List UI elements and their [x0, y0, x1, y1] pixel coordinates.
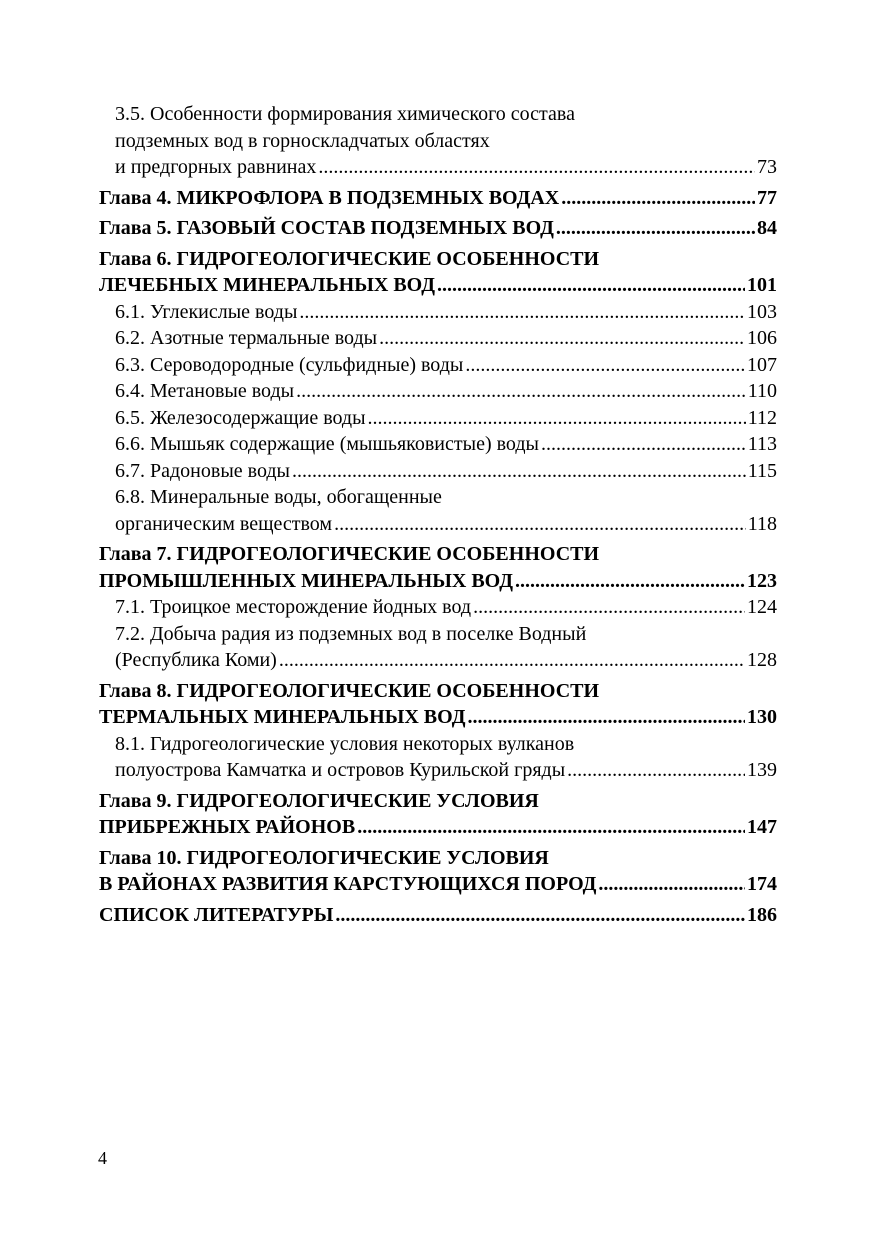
- toc-line: [99, 704, 777, 731]
- toc-subsection-entry: [99, 458, 777, 485]
- toc-chapter-entry: [99, 788, 777, 841]
- toc-page-number: 118: [747, 512, 777, 535]
- toc-entry-title: ЛЕЧЕБНЫХ МИНЕРАЛЬНЫХ ВОД: [99, 274, 435, 296]
- dot-leader: [334, 511, 746, 538]
- toc-entry-title: 6.6. Мышьяк содержащие (мышьяковистые) воды: [115, 433, 539, 455]
- toc-entry-title: Глава 9. ГИДРОГЕОЛОГИЧЕСКИЕ УСЛОВИЯ: [99, 789, 539, 812]
- toc-entry-title: 6.3. Сероводородные (сульфидные) воды: [115, 353, 464, 376]
- toc-entry-title: 7.2. Добыча радия из подземных вод в поселке Водный: [115, 622, 587, 645]
- dot-leader: [556, 215, 755, 242]
- dot-leader: [473, 594, 745, 621]
- toc-page-number: 103: [747, 300, 777, 323]
- toc-chapter-entry: [99, 678, 777, 731]
- toc-line: [115, 647, 777, 674]
- toc-line: [115, 101, 777, 128]
- toc-page-number: 147: [747, 816, 777, 838]
- toc-line: [115, 757, 777, 784]
- page-number: 4: [98, 1148, 107, 1168]
- toc-entry-title: ТЕРМАЛЬНЫХ МИНЕРАЛЬНЫХ ВОД: [99, 706, 466, 728]
- toc-page-number: 101: [747, 274, 777, 296]
- toc-entry-title: Глава 7. ГИДРОГЕОЛОГИЧЕСКИЕ ОСОБЕННОСТИ: [99, 543, 600, 565]
- toc-line: [115, 154, 777, 181]
- dot-leader: [279, 647, 745, 674]
- toc-line: [115, 352, 777, 379]
- toc-line: [99, 568, 777, 595]
- toc-page-number: 130: [747, 706, 777, 728]
- toc-line: [99, 814, 777, 841]
- dot-leader: [299, 299, 745, 326]
- toc-line: [115, 731, 777, 758]
- toc-subsection-entry: [99, 594, 777, 621]
- toc-line: [99, 246, 777, 273]
- dot-leader: [465, 352, 745, 379]
- toc-page-number: 107: [747, 353, 777, 376]
- dot-leader: [561, 185, 755, 212]
- toc-page-number: 106: [747, 327, 777, 349]
- toc-entry-title: 6.5. Железосодержащие воды: [115, 406, 366, 429]
- toc-subsection-entry: [99, 378, 777, 405]
- toc-line: [99, 185, 777, 212]
- dot-leader: [379, 325, 745, 352]
- toc-page-number: 186: [747, 903, 777, 926]
- toc-entry-title: Глава 4. МИКРОФЛОРА В ПОДЗЕМНЫХ ВОДАХ: [99, 186, 560, 209]
- toc-subsection-entry: [99, 101, 777, 181]
- toc-entry-title: 6.8. Минеральные воды, обогащенные: [115, 486, 442, 508]
- toc-entry-title: Глава 6. ГИДРОГЕОЛОГИЧЕСКИЕ ОСОБЕННОСТИ: [99, 247, 600, 270]
- toc-chapter-entry: [99, 541, 777, 594]
- dot-leader: [515, 568, 745, 595]
- toc-entry-title: Глава 10. ГИДРОГЕОЛОГИЧЕСКИЕ УСЛОВИЯ: [99, 846, 549, 869]
- toc-page-number: 124: [747, 596, 777, 618]
- toc-line: [99, 871, 777, 898]
- toc-page-number: 110: [747, 380, 777, 402]
- toc-entry-title: Глава 8. ГИДРОГЕОЛОГИЧЕСКИЕ ОСОБЕННОСТИ: [99, 679, 600, 702]
- toc-subsection-entry: [99, 352, 777, 379]
- toc-chapter-entry: [99, 246, 777, 299]
- toc-line: [115, 621, 777, 648]
- toc-page-number: 139: [747, 759, 777, 781]
- dot-leader: [598, 871, 745, 898]
- toc-line: [99, 845, 777, 872]
- toc-line: [115, 511, 777, 538]
- toc-page-number: 115: [747, 459, 777, 482]
- toc-page-number: 77: [757, 186, 777, 209]
- dot-leader: [368, 405, 746, 432]
- toc-line: [99, 788, 777, 815]
- toc-line: [99, 678, 777, 705]
- toc-entry-title: органическим веществом: [115, 512, 333, 535]
- toc-page-number: 128: [747, 649, 777, 671]
- toc-entry-title: В РАЙОНАХ РАЗВИТИЯ КАРСТУЮЩИХСЯ ПОРОД: [99, 873, 597, 895]
- toc-entry-title: полуострова Камчатка и островов Курильской гряды: [115, 759, 566, 781]
- toc-line: [115, 431, 777, 458]
- toc-entry-title: (Республика Коми): [115, 649, 277, 671]
- toc-entry-title: 6.7. Радоновые воды: [115, 459, 290, 482]
- dot-leader: [292, 458, 746, 485]
- toc-entry-title: СПИСОК ЛИТЕРАТУРЫ: [99, 903, 334, 926]
- toc-entry-title: ПРОМЫШЛЕННЫХ МИНЕРАЛЬНЫХ ВОД: [99, 569, 513, 592]
- toc-page-number: 174: [747, 873, 777, 895]
- toc-entry-title: 3.5. Особенности формирования химического состава: [115, 103, 575, 125]
- toc-line: [99, 902, 777, 929]
- dot-leader: [567, 757, 745, 784]
- dot-leader: [318, 154, 755, 181]
- toc-line: [115, 299, 777, 326]
- toc-subsection-entry: [99, 299, 777, 326]
- toc-subsection-entry: [99, 621, 777, 674]
- toc-subsection-entry: [99, 731, 777, 784]
- toc-line: [115, 128, 777, 155]
- toc-entry-title: и предгорных равнинах: [115, 156, 317, 178]
- toc-page-number: 113: [747, 433, 777, 455]
- toc-line: [99, 272, 777, 299]
- toc-subsection-entry: [99, 405, 777, 432]
- toc-entry-title: 6.1. Углекислые воды: [115, 300, 298, 323]
- toc-line: [99, 215, 777, 242]
- toc-entry-title: 6.2. Азотные термальные воды: [115, 327, 378, 349]
- toc-subsection-entry: [99, 484, 777, 537]
- toc-line: [115, 325, 777, 352]
- toc-page-number: 123: [747, 569, 777, 592]
- toc-line: [99, 541, 777, 568]
- toc-page-number: 112: [747, 406, 777, 429]
- toc-line: [115, 458, 777, 485]
- toc-line: [115, 484, 777, 511]
- toc-line: [115, 378, 777, 405]
- toc-page-number: 84: [757, 217, 777, 239]
- dot-leader: [357, 814, 745, 841]
- toc-chapter-entry: [99, 215, 777, 242]
- dot-leader: [467, 704, 745, 731]
- dot-leader: [437, 272, 745, 299]
- toc-subsection-entry: [99, 325, 777, 352]
- toc-subsection-entry: [99, 431, 777, 458]
- toc-entry-title: 6.4. Метановые воды: [115, 380, 295, 402]
- toc-entry-title: 8.1. Гидрогеологические условия некоторых вулканов: [115, 732, 575, 755]
- toc-page-number: 73: [757, 156, 777, 178]
- dot-leader: [541, 431, 746, 458]
- toc-entry-title: Глава 5. ГАЗОВЫЙ СОСТАВ ПОДЗЕМНЫХ ВОД: [99, 217, 554, 239]
- toc-chapter-entry: [99, 902, 777, 929]
- toc-chapter-entry: [99, 185, 777, 212]
- table-of-contents: [99, 101, 777, 928]
- toc-entry-title: 7.1. Троицкое месторождение йодных вод: [115, 596, 472, 618]
- toc-chapter-entry: [99, 845, 777, 898]
- toc-entry-title: ПРИБРЕЖНЫХ РАЙОНОВ: [99, 816, 356, 838]
- toc-line: [115, 405, 777, 432]
- toc-entry-title: подземных вод в горноскладчатых областях: [115, 129, 490, 152]
- dot-leader: [296, 378, 746, 405]
- dot-leader: [335, 902, 745, 929]
- toc-line: [115, 594, 777, 621]
